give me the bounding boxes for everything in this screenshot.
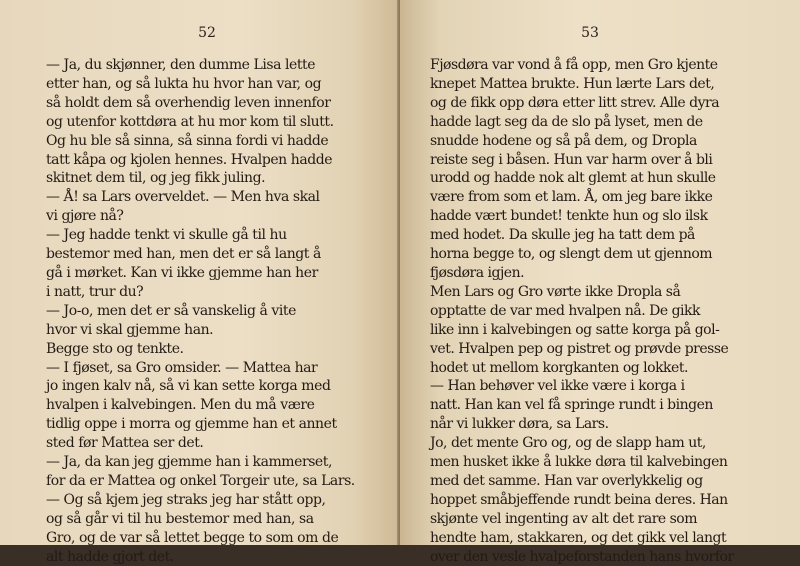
text-line: hadde lagt seg da de slo på lyset, men de (430, 113, 703, 130)
page-number-right: 53 (581, 25, 599, 41)
text-line: tatt kåpa og kjolen hennes. Hvalpen hadde (46, 151, 333, 168)
text-line: skitnet dem til, og jeg fikk juling. (46, 170, 266, 187)
right-page-text (430, 56, 770, 566)
text-line: og utenfor kottdøra at hu mor kom til slutt. (46, 113, 334, 130)
text-line: for da er Mattea og onkel Torgeir ute, sa Lars. (46, 472, 355, 489)
text-line: hadde vært bundet! tenkte hun og slo ilsk (430, 208, 708, 225)
text-line: gå i mørket. Kan vi ikke gjemme han her (46, 264, 318, 281)
text-line: Og hu ble så sinna, så sinna fordi vi hadde (46, 132, 329, 149)
left-page-text (46, 56, 378, 566)
text-line: hendte ham, stakkaren, og det gikk vel langt (430, 529, 727, 546)
page-number-left: 52 (198, 25, 216, 41)
text-line: — Ja, du skjønner, den dumme Lisa lette (46, 57, 316, 73)
text-line: — I fjøset, sa Gro omsider. — Mattea har (46, 359, 318, 376)
text-line: fjøsdøra igjen. (430, 264, 525, 281)
text-line: urodd og hadde nok alt glemt at hun skulle (430, 170, 716, 187)
text-line: horna begge to, og slengt dem ut gjennom (430, 246, 713, 263)
text-line: natt. Han kan vel få springe rundt i bingen (430, 397, 713, 414)
text-line: Gro, og de var så lettet begge to som om de (46, 529, 339, 546)
text-line: hvalpen i kalvebingen. Men du må være (46, 397, 315, 414)
text-line: reiste seg i båsen. Hun var harm over å bli (430, 151, 713, 168)
text-line: — Ja, da kan jeg gjemme han i kammerset, (46, 454, 332, 471)
text-line: Men Lars og Gro vørte ikke Dropla så (430, 283, 681, 300)
text-line: — Å! sa Lars overveldet. — Men hva skal (46, 189, 320, 206)
text-line: jo ingen kalv nå, så vi kan sette korga med (46, 378, 331, 395)
text-line: — Jo-o, men det er så vanskelig å vite (46, 302, 296, 319)
text-line: hvor vi skal gjemme han. (46, 321, 214, 338)
text-line: være from som et lam. Å, om jeg bare ikke (430, 189, 713, 206)
text-line: med hodet. Da skulle jeg ha tatt dem på (430, 227, 695, 244)
text-line: hodet ut mellom korgkanten og lokket. (430, 359, 688, 376)
text-line: Begge sto og tenkte. (46, 340, 184, 357)
text-line: så holdt dem så overhendig leven innenfor (46, 94, 331, 111)
text-line: hoppet småbjeffende rundt beina deres. Han (430, 491, 728, 508)
text-line: og de fikk opp døra etter litt strev. Alle dyra (430, 94, 720, 111)
text-line: over den vesle hvalpeforstanden hans hvorfor (430, 548, 734, 565)
text-line: tidlig oppe i morra og gjemme han et annet (46, 416, 337, 433)
text-line: opptatte de var med hvalpen nå. De gikk (430, 302, 700, 319)
text-line: vet. Hvalpen pep og pistret og prøvde presse (430, 340, 729, 357)
text-line: med det samme. Han var overlykkelig og (430, 472, 703, 489)
text-line: Jo, det mente Gro og, og de slapp ham ut, (430, 435, 706, 452)
text-line: og så går vi til hu bestemor med han, sa (46, 510, 314, 527)
text-line: bestemor med han, men det er så langt å (46, 246, 321, 263)
text-line: når vi lukker døra, sa Lars. (430, 416, 609, 433)
text-line: — Og så kjem jeg straks jeg har stått opp, (46, 491, 326, 508)
text-line: — Han behøver vel ikke være i korga i (430, 378, 685, 395)
text-line: i natt, trur du? (46, 283, 144, 300)
text-line: Fjøsdøra var vond å få opp, men Gro kjente (430, 57, 718, 73)
text-line: knepet Mattea brukte. Hun lærte Lars det, (430, 75, 715, 92)
left-page (0, 0, 400, 565)
text-line: alt hadde gjort det. (46, 548, 174, 565)
text-line: sted før Mattea ser det. (46, 435, 204, 452)
text-line: like inn i kalvebingen og satte korga på gol- (430, 321, 720, 338)
text-line: snudde hodene og så på dem, og Dropla (430, 132, 697, 149)
text-line: — Jeg hadde tenkt vi skulle gå til hu (46, 227, 287, 244)
text-line: etter han, og så lukta hu hvor han var, og (46, 75, 322, 92)
text-line: skjønte vel ingenting av alt det rare som (430, 510, 698, 527)
right-page (400, 0, 800, 565)
text-line: men husket ikke å lukke døra til kalvebingen (430, 454, 728, 471)
text-line: vi gjøre nå? (46, 208, 124, 225)
